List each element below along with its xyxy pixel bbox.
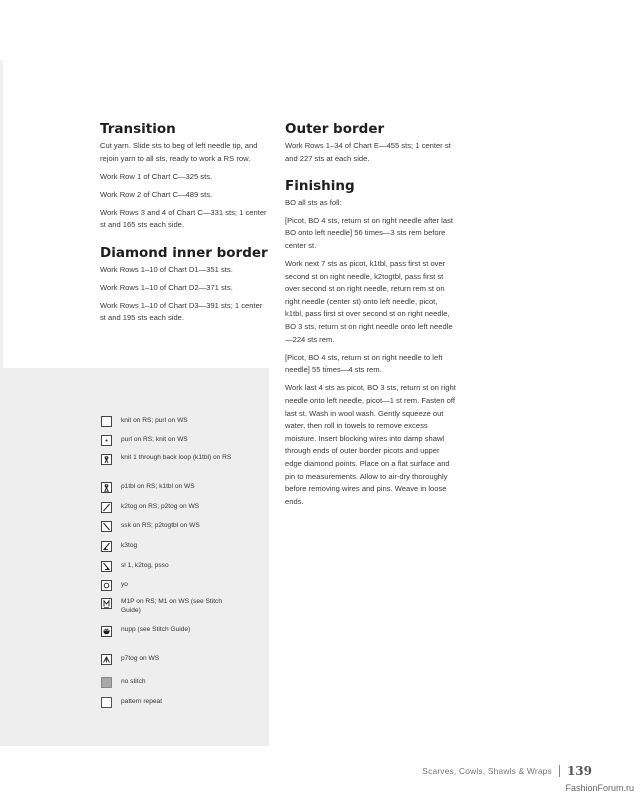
finishing-paragraph-1: BO all sts as foll:	[285, 197, 342, 207]
transition-paragraph-4: Work Rows 3 and 4 of Chart C—331 sts; 1 center st and 165 sts each side.	[100, 207, 267, 230]
legend-label: ssk on RS; p2togtbl on WS	[121, 522, 200, 529]
page-footer	[422, 764, 592, 778]
legend-item	[101, 598, 241, 615]
purl-dot-icon	[101, 435, 112, 446]
legend-label: yo	[121, 581, 128, 588]
legend-label: no stitch	[121, 678, 146, 685]
no-stitch-icon	[101, 677, 112, 688]
diamond-paragraph-3: Work Rows 1–10 of Chart D3—391 sts; 1 center st and 195 sts each side.	[100, 300, 263, 323]
transition-paragraph-1: Cut yarn. Slide sts to beg of left needle tip, and rejoin yarn to all sts, ready to work a RS row.	[100, 141, 258, 163]
footer-divider	[559, 765, 560, 777]
diamond-paragraph-1: Work Rows 1–10 of Chart D1—351 sts.	[100, 264, 233, 274]
legend-item	[101, 677, 241, 688]
legend-label: knit 1 through back loop (k1tbl) on RS	[121, 454, 232, 461]
legend-item	[101, 416, 241, 427]
right-column	[285, 121, 457, 514]
diamond-heading: Diamond inner border	[100, 244, 268, 261]
twisted-knit-icon	[101, 454, 112, 465]
finishing-paragraph-2: [Picot, BO 4 sts, return st on right needle after last BO onto left needle] 56 times—3 sts rem before center st.	[285, 215, 453, 250]
watermark: FashionForum.ru	[565, 783, 634, 793]
transition-paragraph-3: Work Row 2 of Chart C—489 sts.	[100, 189, 213, 199]
finishing-heading: Finishing	[285, 177, 355, 194]
legend-item	[101, 561, 241, 572]
footer-section-title: Scarves, Cowls, Shawls & Wraps	[422, 766, 552, 776]
k2tog-icon	[101, 502, 112, 513]
outer-border-paragraph-1: Work Rows 1–34 of Chart E—455 sts; 1 center st and 227 sts at each side.	[285, 141, 451, 163]
legend-item	[101, 580, 241, 591]
legend-item	[101, 697, 241, 708]
p7tog-icon	[101, 654, 112, 665]
legend-label: k3tog	[121, 542, 138, 549]
legend-label: p1tbl on RS; k1tbl on WS	[121, 483, 195, 490]
transition-paragraph-2: Work Row 1 of Chart C—325 sts.	[100, 171, 213, 181]
k3tog-icon	[101, 541, 112, 552]
legend-label: k2tog on RS; p2tog on WS	[121, 503, 200, 510]
legend-label: M1P on RS; M1 on WS (see Stitch Guide)	[121, 598, 223, 614]
page-number: 139	[566, 764, 592, 778]
legend-label: pattern repeat	[121, 698, 163, 705]
legend-label: purl on RS; knit on WS	[121, 436, 188, 443]
legend-item	[101, 521, 241, 532]
legend-item	[101, 654, 241, 665]
finishing-paragraph-5: Work last 4 sts as picot, BO 3 sts, return st on right needle onto left needle, picot—1 st rem. Fasten off last st. Wash in wool wash. Gently squeeze out water, then roll in towels to remove excess moisture. Insert blocking wires into damp shawl through ends of outer border picots and upper edge diamond points. Place on a flat surface and pin to measurements. Allow to air-dry thoroughly before removing wires and pins. Weave in loose ends.	[285, 383, 456, 506]
legend-label: knit on RS; purl on WS	[121, 417, 188, 424]
diamond-paragraph-2: Work Rows 1–10 of Chart D2—371 sts.	[100, 282, 233, 292]
finishing-paragraph-4: [Picot, BO 4 sts, return st on right needle to left needle] 55 times—4 sts rem.	[285, 352, 443, 375]
legend-item	[101, 541, 241, 552]
legend-label: sl 1, k2tog, psso	[121, 562, 169, 569]
legend-label: nupp (see Stitch Guide)	[121, 626, 191, 633]
legend-item	[101, 435, 241, 446]
ssk-icon	[101, 521, 112, 532]
finishing-paragraph-3: Work next 7 sts as picot, k1tbl, pass first st over second st on right needle, k2togtbl, pass first st over second st on right needle, return rem st on right needle (center st) onto left needle, picot, k1tbl, pass first st over second st on right needle, BO 3 sts, return st on right needle onto left needle—224 sts rem.	[285, 259, 453, 344]
legend-label: p7tog on WS	[121, 655, 160, 662]
outer-border-heading: Outer border	[285, 121, 385, 137]
nupp-icon	[101, 626, 112, 637]
transition-heading: Transition	[100, 121, 176, 137]
legend-item	[101, 454, 241, 465]
left-column	[100, 121, 270, 330]
pattern-repeat-icon	[101, 697, 112, 708]
legend-item	[101, 626, 241, 637]
twisted-purl-icon	[101, 482, 112, 493]
sk2p-icon	[101, 561, 112, 572]
make-one-purl-icon	[101, 598, 112, 609]
legend-item	[101, 482, 241, 493]
yarn-over-icon	[101, 580, 112, 591]
legend-item	[101, 502, 241, 513]
knit-symbol-icon	[101, 416, 112, 427]
